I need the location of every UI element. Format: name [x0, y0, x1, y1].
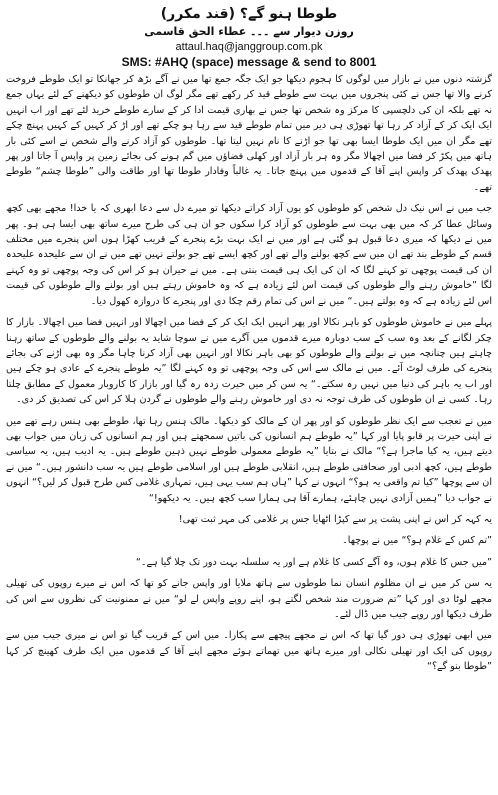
paragraph: ”تم کس کے غلام ہو؟“ میں نے پوچھا۔	[342, 535, 492, 547]
author-email: attaul.haq@janggroup.com.pk	[175, 41, 323, 53]
paragraph: پہلے میں نے خاموش طوطوں کو باہر نکالا اور پھر انہیں ایک ایک کر کے فضا میں اچھالا اور انہیں فضا میں اچھالا۔ بازار کا چکر لگانے کے بعد وہ سب کے سب دوبارہ میرے قدموں میں آگرے میں نے سوچا شاید یہ بولنے والے طوطوں کے ساتھ رہنا چاہتے ہیں چنانچہ میں نے بولنے والے طوطوں کو بھی باہر نکالا اور انہیں بھی آزاد کرنا چاہا مگر وہ بھی اڑنے کی بجائے پنجرے کی طرف لوٹ آئے۔ میں نے مالک سے اس کی وجہ پوچھی تو وہ کہنے لگا ”یہ طوطے پنجرے کے عادی ہو چکے ہیں اور اب یہ باہر کی دنیا میں نہیں رہ سکتے۔“ یہ سن کر میں حیرت زدہ رہ گیا اور بازار کا کاروبار معمول کے مطابق چلتا رہا۔ کسی نے ان طوطوں کی طرف توجہ نہ دی اور خاموش رہنے والے طوطوں نے گردن ہلا کر اس کی تصدیق کر دی۔	[6, 317, 492, 406]
paragraph: جب میں نے اس نیک دل شخص کو طوطوں کو یوں آزاد کراتے دیکھا تو میرے دل سے دعا ابھری کہ یا خدا! مجھے بھی کچھ وسائل عطا کر کہ میں بھی بہت سے طوطوں کو آزاد کرا سکوں جو ان ہی کی طرح میرے ساتھ بھی ایسا ہی ہو۔ پھر میں نے دیکھا کہ میری دعا قبول ہو گئی ہے اور میں نے ایک بہت بڑے پنجرے کے قریب کھڑا ہوں اس پنجرے میں مختلف قسم کے طوطے بند تھے ان میں سے کچھ بولنے والے تھے اور کچھ ایسے تھے جو بولتے نہیں تھے میں نے ان سے علیحدہ علیحدہ ان کی قیمت پوچھی تو کہنے لگا کہ ان کی ایک ہی قیمت بنتی ہے۔ میں نے حیران ہو کر اس کی وجہ پوچھی تو وہ کہنے لگا ”خاموش رہنے والے طوطوں کی قیمت اس لئے زیادہ ہے کہ وہ خاموش رہتے ہیں اور بولنے والے طوطوں کی قیمت اس لئے زیادہ ہے کہ وہ بولتے ہیں۔“ میں نے اس کی تمام رقم چکا دی اور پنجرے کا دروازہ کھول دیا۔	[6, 203, 492, 307]
paragraph: ”میں جس کا غلام ہوں، وہ آگے کسی کا غلام ہے اور یہ سلسلہ بہت دور تک چلا گیا ہے۔“	[135, 556, 492, 568]
paragraph: میں ابھی تھوڑی ہی دور گیا تھا کہ اس نے مجھے پیچھے سے پکارا۔ میں اس کے قریب گیا تو اس نے میری جیب میں سے روپوں کی ایک اور تھیلی نکالی اور میرے ہاتھ میں تھماتے ہوئے مجھے اپنے آقا کے قدموں میں ایک طرف کھینچ کر کہا ”طوطا بنو گے؟“	[6, 630, 492, 673]
paragraph: گزشتہ دنوں میں نے بازار میں لوگوں کا ہجوم دیکھا جو ایک جگہ جمع تھا میں نے آگے بڑھ کر جھانکا تو ایک طوطے فروخت کرنے والا تھا جس نے کئی پنجروں میں بہت سے طوطے قید کر رکھے تھے مگر لوگ ان طوطوں کو دیکھنے کے لئے یہاں جمع نہ تھے بلکہ ان کی دلچسپی کا مرکز وہ شخص تھا جس نے بھاری قیمت ادا کر کے سارے طوطے خرید لئے تھے اور اب انہیں ایک ایک کر کے آزاد کر رہا تھا تھوڑی ہی دیر میں تمام طوطے قید سے رہا ہو چکے تھے اور اڑ کر کہیں کے کہیں پہنچ چکے تھے مگر ان میں ایک طوطا ایسا بھی تھا جو اڑنے کا نام نہیں لیتا تھا۔ طوطوں کو آزاد کرنے والے شخص نے اسے کئی بار ہاتھ میں پکڑ کر فضا میں اچھالا مگر وہ ہر بار آزاد اور کھلی فضاؤں میں گم ہونے کی بجائے زمین پر واپس آ جاتا اور پھر پھدک پھدک کر واپس اپنے آقا کے قدموں میں پہنچ جاتا۔ یہ غالباً وفادار طوطا تھا اور طاقت والی ”طوطا چشم“ طوطے تھے۔	[6, 74, 493, 193]
article-title: طوطا ہنو گے؟ (قند مکرر)	[160, 6, 338, 22]
column-byline: روزن دیوار سے ۔۔۔ عطاء الحق قاسمی	[144, 25, 354, 38]
paragraph: یہ سن کر میں نے ان مظلوم انسان نما طوطوں سے ہاتھ ملایا اور واپس جانے کو تھا کہ اس نے میرے روپوں کی تھیلی مجھے لوٹا دی اور کہا ”تم ضرورت مند شخص لگتے ہو، اپنے روپے واپس لے لو“ میں نے ممنونیت کی نظروں سے اس کی طرف دیکھا اور روپے جیب میں ڈال لئے۔	[6, 578, 492, 620]
paragraph: میں نے تعجب سے ایک نظر طوطوں کو اور پھر ان کے مالک کو دیکھا۔ مالک ہنس رہا تھا، طوطے بھی ہنس رہے تھے میں نے اپنی حیرت پر قابو پایا اور کہا ”یہ طوطے ہم انسانوں کی باتیں سمجھتے ہیں اور ہم انسانوں کی زبان میں جواب بھی دیتے ہیں، یہ کیا ماجرا ہے؟“ مالک نے بتایا ”یہ طوطے معمولی طوطے نہیں ذہین طوطے ہیں۔ یہ ادیب ہیں، یہ سیاسی طوطے ہیں، کچھ ادبی اور صحافتی طوطے ہیں، انقلابی طوطے ہیں اور اسلامی طوطے ہیں یہ سب دانشور ہیں۔“ میں نے ان سے پوچھا ”کیا تم واقعی یہ ہو؟“ انہوں نے کہا ”ہاں ہم سب یہی ہیں، تمہاری غلامی کس طرح قبول کر لیں؟“ انہوں نے جواب دیا ”ہمیں آزادی نہیں چاہئے، ہمارے آقا ہی ہمارا سب کچھ ہیں۔ یہ دیکھو!“	[6, 415, 492, 504]
paragraph: یہ کہہ کر اس نے اپنی پشت پر سے کپڑا اٹھایا جس پر غلامی کی مہر ثبت تھی!	[178, 513, 492, 525]
sms-line: SMS: #AHQ (space) message & send to 8001	[121, 55, 377, 69]
